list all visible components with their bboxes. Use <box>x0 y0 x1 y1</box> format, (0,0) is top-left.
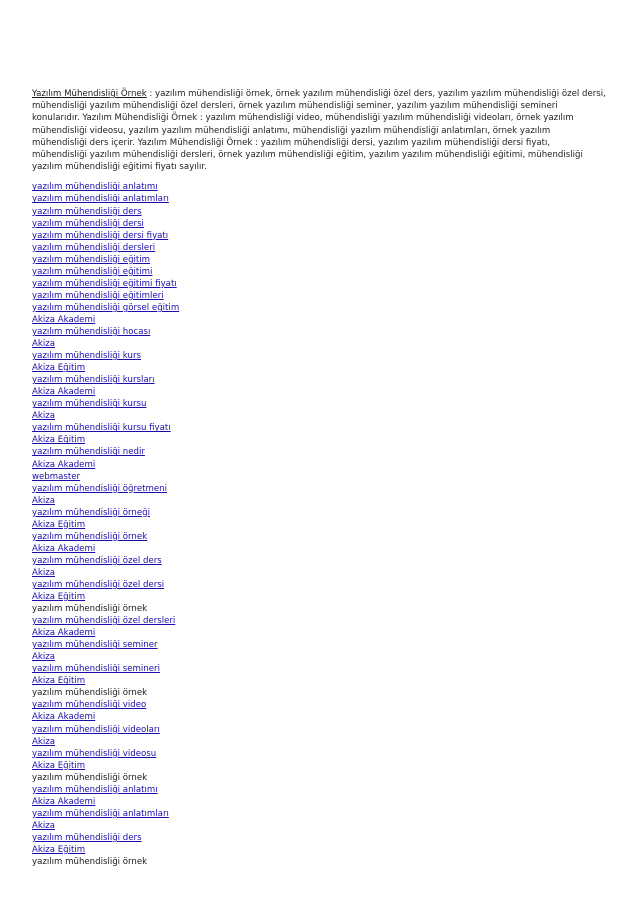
keyword-link[interactable]: yazılım mühendisliği ders <box>32 832 142 843</box>
list-item <box>32 531 606 543</box>
list-item <box>32 844 606 856</box>
keyword-link[interactable]: Akiza Akademi <box>32 712 96 723</box>
keyword-link[interactable]: Akiza Eğitim <box>32 845 86 855</box>
list-item <box>32 651 606 663</box>
keyword-link-list <box>32 181 606 868</box>
list-item <box>32 302 606 314</box>
list-item <box>32 326 606 338</box>
keyword-text: yazılım mühendisliği örnek <box>32 688 148 699</box>
list-item <box>32 663 606 675</box>
list-item <box>32 218 606 230</box>
list-item <box>32 459 606 471</box>
intro-title-link[interactable]: Yazılım Mühendisliği Örnek <box>32 89 147 99</box>
list-item <box>32 362 606 374</box>
list-item <box>32 290 606 302</box>
keyword-link[interactable]: Akiza Eğitim <box>32 760 86 771</box>
list-item <box>32 507 606 519</box>
keyword-link[interactable]: Akiza Eğitim <box>32 519 86 530</box>
list-item <box>32 591 606 603</box>
keyword-link[interactable]: yazılım mühendisliği anlatımı <box>32 182 158 193</box>
keyword-text: yazılım mühendisliği örnek <box>32 604 148 615</box>
list-item <box>32 242 606 254</box>
list-item <box>32 760 606 772</box>
list-item <box>32 711 606 723</box>
keyword-link[interactable]: yazılım mühendisliği görsel eğitim <box>32 302 180 313</box>
keyword-link[interactable]: yazılım mühendisliği seminer <box>32 640 158 651</box>
list-item <box>32 832 606 844</box>
list-item <box>32 639 606 651</box>
keyword-link[interactable]: Akiza Akademi <box>32 459 96 470</box>
keyword-link[interactable]: yazılım mühendisliği ders <box>32 206 142 217</box>
keyword-link[interactable]: yazılım mühendisliği hocası <box>32 326 151 337</box>
list-item <box>32 350 606 362</box>
intro-paragraph <box>32 88 606 173</box>
list-item <box>32 314 606 326</box>
keyword-link[interactable]: yazılım mühendisliği nedir <box>32 447 145 458</box>
keyword-link[interactable]: Akiza Akademi <box>32 796 96 807</box>
keyword-text: yazılım mühendisliği örnek <box>32 772 148 783</box>
list-item <box>32 374 606 386</box>
document-page <box>32 88 606 868</box>
keyword-link[interactable]: Akiza Eğitim <box>32 435 86 446</box>
keyword-link[interactable]: Akiza <box>32 339 56 350</box>
list-item <box>32 699 606 711</box>
keyword-link[interactable]: yazılım mühendisliği semineri <box>32 664 160 675</box>
list-item <box>32 724 606 736</box>
keyword-link[interactable]: yazılım mühendisliği öğretmeni <box>32 483 168 494</box>
list-item <box>32 567 606 579</box>
keyword-link[interactable]: Akiza <box>32 736 56 747</box>
list-item <box>32 519 606 531</box>
keyword-link[interactable]: yazılım mühendisliği videoları <box>32 724 160 735</box>
list-item <box>32 748 606 760</box>
keyword-link[interactable]: yazılım mühendisliği örnek <box>32 531 148 542</box>
list-item <box>32 772 606 784</box>
keyword-link[interactable]: yazılım mühendisliği video <box>32 700 147 711</box>
list-item <box>32 181 606 193</box>
keyword-link[interactable]: Akiza <box>32 652 56 663</box>
list-item <box>32 386 606 398</box>
list-item <box>32 615 606 627</box>
keyword-link[interactable]: yazılım mühendisliği kursu fiyatı <box>32 423 171 434</box>
keyword-link[interactable]: yazılım mühendisliği eğitim <box>32 254 151 265</box>
keyword-link[interactable]: yazılım mühendisliği dersleri <box>32 242 156 253</box>
keyword-link[interactable]: yazılım mühendisliği kursu <box>32 399 147 410</box>
keyword-link[interactable]: Akiza Akademi <box>32 314 96 325</box>
keyword-link[interactable]: Akiza <box>32 495 56 506</box>
list-item <box>32 410 606 422</box>
keyword-link[interactable]: webmaster <box>32 471 81 482</box>
keyword-link[interactable]: Akiza Eğitim <box>32 676 86 687</box>
list-item <box>32 483 606 495</box>
keyword-link[interactable]: yazılım mühendisliği kurs <box>32 351 141 362</box>
keyword-link[interactable]: yazılım mühendisliği örneği <box>32 507 151 518</box>
keyword-link[interactable]: Akiza Akademi <box>32 628 96 639</box>
keyword-link[interactable]: yazılım mühendisliği dersi fiyatı <box>32 230 169 241</box>
keyword-link[interactable]: yazılım mühendisliği eğitimi <box>32 266 153 277</box>
keyword-link[interactable]: yazılım mühendisliği eğitimleri <box>32 290 164 301</box>
keyword-link[interactable]: yazılım mühendisliği eğitimi fiyatı <box>32 278 177 289</box>
list-item <box>32 338 606 350</box>
list-item <box>32 820 606 832</box>
keyword-link[interactable]: yazılım mühendisliği dersi <box>32 218 144 229</box>
keyword-link[interactable]: yazılım mühendisliği anlatımları <box>32 808 169 819</box>
list-item <box>32 784 606 796</box>
list-item <box>32 627 606 639</box>
list-item <box>32 471 606 483</box>
list-item <box>32 856 606 868</box>
list-item <box>32 687 606 699</box>
list-item <box>32 736 606 748</box>
list-item <box>32 278 606 290</box>
list-item <box>32 675 606 687</box>
list-item <box>32 555 606 567</box>
list-item <box>32 434 606 446</box>
keyword-link[interactable]: Akiza <box>32 411 56 422</box>
list-item <box>32 808 606 820</box>
list-item <box>32 579 606 591</box>
keyword-link[interactable]: Akiza Eğitim <box>32 592 86 603</box>
list-item <box>32 422 606 434</box>
keyword-link[interactable]: Akiza Eğitim <box>32 363 86 374</box>
keyword-link[interactable]: yazılım mühendisliği anlatımı <box>32 784 158 795</box>
list-item <box>32 266 606 278</box>
list-item <box>32 796 606 808</box>
list-item <box>32 206 606 218</box>
list-item <box>32 254 606 266</box>
list-item <box>32 446 606 458</box>
keyword-link[interactable]: Akiza Akademi <box>32 387 96 398</box>
list-item <box>32 495 606 507</box>
intro-text: : yazılım mühendisliği örnek, örnek yazılım mühendisliği özel ders, yazılım yazılım mühendisliği özel dersi, mühendisliği yazılım mühendisliği özel dersleri, örnek yazılım mühendisliği seminer, yazılım yazılım mühendisliği semineri konularıdır. Yazılım Mühendisliği Örnek : yazılım mühendisliği video, mühendisliği yazılım mühendisliği videoları, örnek yazılım mühendisliği videosu, yazılım yazılım mühendisliği anlatımı, mühendisliği yazılım mühendisliği anlatımları, örnek yazılım mühendisliği ders içerir. Yazılım Mühendisliği Örnek : yazılım mühendisliği dersi, yazılım yazılım mühendisliği dersi fiyatı, mühendisliği yazılım mühendisliği dersleri, örnek yazılım mühendisliği eğitim, yazılım yazılım mühendisliği eğitimi, mühendisliği yazılım mühendisliği eğitimi fiyatı sayılır. <box>32 89 606 173</box>
keyword-link[interactable]: yazılım mühendisliği özel ders <box>32 555 162 566</box>
keyword-link[interactable]: Akiza Akademi <box>32 543 96 554</box>
keyword-link[interactable]: Akiza <box>32 820 56 831</box>
list-item <box>32 543 606 555</box>
list-item <box>32 230 606 242</box>
list-item <box>32 398 606 410</box>
list-item <box>32 193 606 205</box>
keyword-link[interactable]: yazılım mühendisliği videosu <box>32 748 157 759</box>
keyword-link[interactable]: yazılım mühendisliği özel dersi <box>32 579 165 590</box>
list-item <box>32 603 606 615</box>
keyword-link[interactable]: Akiza <box>32 567 56 578</box>
keyword-link[interactable]: yazılım mühendisliği anlatımları <box>32 194 169 205</box>
keyword-text: yazılım mühendisliği örnek <box>32 857 148 868</box>
keyword-link[interactable]: yazılım mühendisliği kursları <box>32 375 155 386</box>
keyword-link[interactable]: yazılım mühendisliği özel dersleri <box>32 616 176 627</box>
